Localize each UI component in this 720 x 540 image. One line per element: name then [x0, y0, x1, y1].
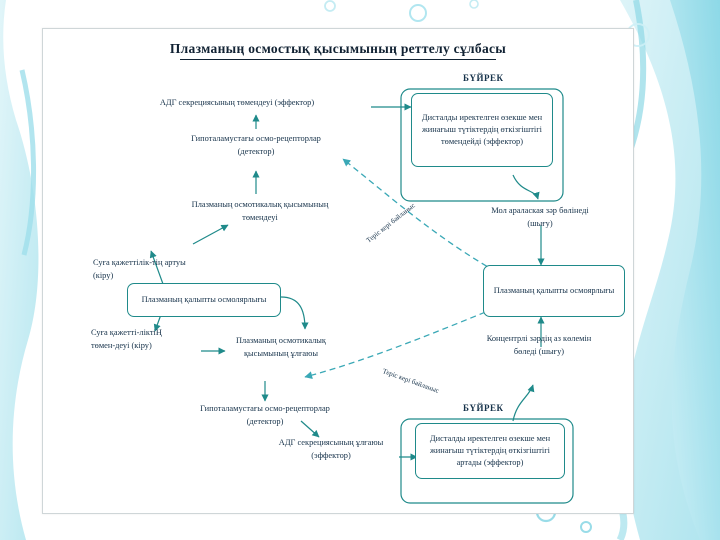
node-plasma-osmotic-pressure-increase: Плазманың осмотикалық қысымының ұлғаюы — [235, 336, 327, 358]
feedback-label-top: Теріс кері байланыс — [364, 201, 417, 245]
node-distal-tubule-permeability-decrease[interactable]: Дисталды иректелген өзекше мен жинағыш түтіктердің өткізгіштігі төмендейді (эффектор) — [411, 93, 553, 167]
node-normal-plasma-osmolarity-right[interactable]: Плазманың қалыпты осмоярлығы — [483, 265, 625, 317]
kidney-label-bottom: БҮЙРЕК — [463, 403, 504, 413]
node-hypothalamus-osmoreceptors-bottom: Гипоталамустағы осмо-рецепторлар (детектор) — [200, 404, 330, 426]
kidney-label-top: БҮЙРЕК — [463, 73, 504, 83]
slide-card — [42, 28, 634, 514]
page-title: Плазманың осмостық қысымының реттелу сұлбасы — [43, 41, 633, 57]
node-normal-plasma-osmolarity-left[interactable]: Плазманың қалыпты осмолярлығы — [127, 283, 281, 317]
node-plasma-osmotic-pressure-decrease: Плазманың осмотикалық қысымының төмендеуі — [191, 200, 329, 222]
node-adh-secretion-decrease: АДГ секрециясының төмендеуі (эффектор) — [159, 98, 315, 107]
feedback-label-bottom: Теріс кері байланыс — [381, 367, 441, 395]
node-adh-secretion-increase: АДГ секрециясының ұлғаюы (эффектор) — [278, 438, 384, 460]
node-hypothalamus-osmoreceptors-top: Гипоталамустағы осмо-рецепторлар (детектор) — [191, 134, 321, 156]
node-distal-tubule-permeability-increase[interactable]: Дисталды иректелген өзекше мен жинағыш түтіктердің өткізгіштігі артады (эффектор) — [415, 423, 565, 479]
node-water-need-decrease: Суға қажетті-ліктіҢ төмен-деуі (кіру) — [91, 328, 162, 350]
node-concentrated-urine-output: Концентрлі зәрдің аз көлемін бөледі (шығу) — [486, 334, 592, 356]
node-abundant-urine-output: Мол аралаская зәр бөлінеді (шығу) — [491, 206, 589, 228]
node-water-need-increase: Суға қажеттілік-тің артуы (кіру) — [93, 258, 186, 280]
